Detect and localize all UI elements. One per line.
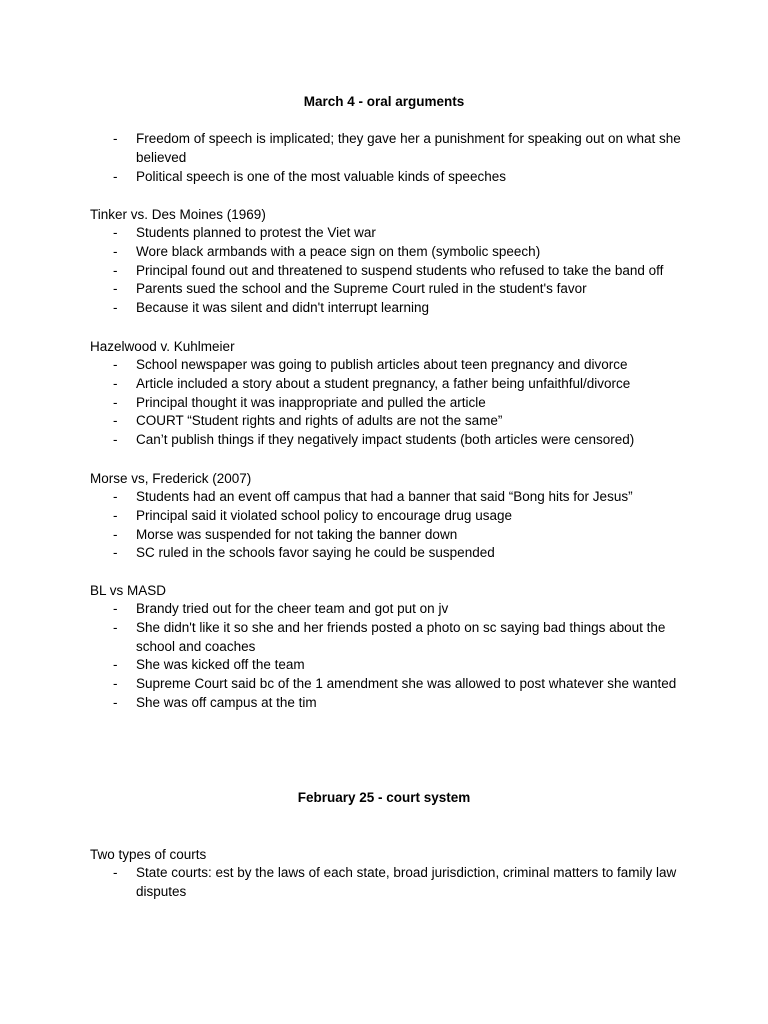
list-item <box>90 526 690 545</box>
list-item-text: She was off campus at the tim <box>136 694 317 710</box>
list-item-text: State courts: est by the laws of each state, broad jurisdiction, criminal matters to family law disputes <box>136 865 677 899</box>
bullet-dash: - <box>113 545 118 561</box>
list-item <box>90 864 690 902</box>
list-item <box>90 600 690 619</box>
list-item <box>90 394 690 413</box>
list-item <box>90 507 690 526</box>
list-item-text: Principal found out and threatened to suspend students who refused to take the band off <box>136 262 664 278</box>
list-item <box>90 656 690 675</box>
list-item <box>90 130 690 168</box>
list-item <box>90 262 690 281</box>
bullet-dash: - <box>113 413 118 429</box>
heading-oral-arguments: March 4 - oral arguments <box>303 94 465 109</box>
case-title-hazelwood: Hazelwood v. Kuhlmeier <box>90 339 235 354</box>
list-item-text: Wore black armbands with a peace sign on them (symbolic speech) <box>136 243 541 259</box>
list-item <box>90 694 690 713</box>
list-item-text: School newspaper was going to publish articles about teen pregnancy and divorce <box>136 357 628 372</box>
list-item-text: SC ruled in the schools favor saying he could be suspended <box>136 545 495 561</box>
bullet-dash: - <box>113 865 118 880</box>
bullet-dash: - <box>113 601 118 616</box>
bullet-dash: - <box>113 131 118 146</box>
list-item <box>90 299 690 318</box>
list-item <box>90 675 690 694</box>
courts-bullet-list <box>90 864 690 902</box>
list-item-text: Principal thought it was inappropriate and pulled the article <box>136 394 486 410</box>
list-item <box>90 544 690 563</box>
bullet-dash: - <box>113 262 118 278</box>
list-item <box>90 412 690 431</box>
list-item-text: Can’t publish things if they negatively impact students (both articles were censored) <box>136 432 635 448</box>
list-item-text: Freedom of speech is implicated; they gave her a punishment for speaking out on what she believed <box>136 131 681 165</box>
list-item <box>90 488 690 507</box>
bullet-dash: - <box>113 526 118 542</box>
section-title-courts: Two types of courts <box>90 847 207 862</box>
bl-masd-bullet-list <box>90 600 690 713</box>
bullet-dash: - <box>113 357 118 372</box>
bullet-dash: - <box>113 375 118 391</box>
bullet-dash: - <box>113 225 118 240</box>
tinker-bullet-list <box>90 224 690 318</box>
list-item <box>90 619 690 657</box>
list-item <box>90 356 690 375</box>
list-item-text: Political speech is one of the most valuable kinds of speeches <box>136 168 506 184</box>
list-item <box>90 224 690 243</box>
list-item-text: Article included a story about a student pregnancy, a father being unfaithful/divorce <box>136 375 631 391</box>
list-item-text: COURT “Student rights and rights of adults are not the same” <box>136 413 503 429</box>
bullet-dash: - <box>113 281 118 297</box>
list-item <box>90 168 690 187</box>
bullet-dash: - <box>113 676 118 692</box>
list-item-text: She was kicked off the team <box>136 657 305 673</box>
morse-bullet-list <box>90 488 690 563</box>
bullet-dash: - <box>113 619 118 635</box>
list-item-text: Brandy tried out for the cheer team and got put on jv <box>136 601 449 616</box>
list-item-text: She didn't like it so she and her friends posted a photo on sc saying bad things about the school and coaches <box>136 619 666 654</box>
bullet-dash: - <box>113 243 118 259</box>
case-title-bl-masd: BL vs MASD <box>90 583 167 598</box>
list-item-text: Principal said it violated school policy to encourage drug usage <box>136 507 512 523</box>
bullet-dash: - <box>113 489 118 504</box>
case-title-morse: Morse vs, Frederick (2007) <box>90 471 252 486</box>
hazelwood-bullet-list <box>90 356 690 450</box>
bullet-dash: - <box>113 657 118 673</box>
intro-bullet-list <box>90 130 690 186</box>
bullet-dash: - <box>113 394 118 410</box>
list-item <box>90 375 690 394</box>
list-item-text: Students planned to protest the Viet war <box>136 225 376 240</box>
case-title-tinker: Tinker vs. Des Moines (1969) <box>90 207 266 222</box>
bullet-dash: - <box>113 694 118 710</box>
list-item-text: Students had an event off campus that had a banner that said “Bong hits for Jesus” <box>136 489 633 504</box>
list-item-text: Morse was suspended for not taking the banner down <box>136 526 458 542</box>
list-item-text: Supreme Court said bc of the 1 amendment she was allowed to post whatever she wanted <box>136 676 677 692</box>
bullet-dash: - <box>113 300 118 316</box>
list-item <box>90 280 690 299</box>
heading-court-system: February 25 - court system <box>297 790 471 805</box>
list-item <box>90 431 690 450</box>
bullet-dash: - <box>113 432 118 448</box>
bullet-dash: - <box>113 507 118 523</box>
list-item-text: Because it was silent and didn't interrupt learning <box>136 300 429 316</box>
bullet-dash: - <box>113 168 118 184</box>
list-item-text: Parents sued the school and the Supreme Court ruled in the student's favor <box>136 281 587 297</box>
list-item <box>90 243 690 262</box>
